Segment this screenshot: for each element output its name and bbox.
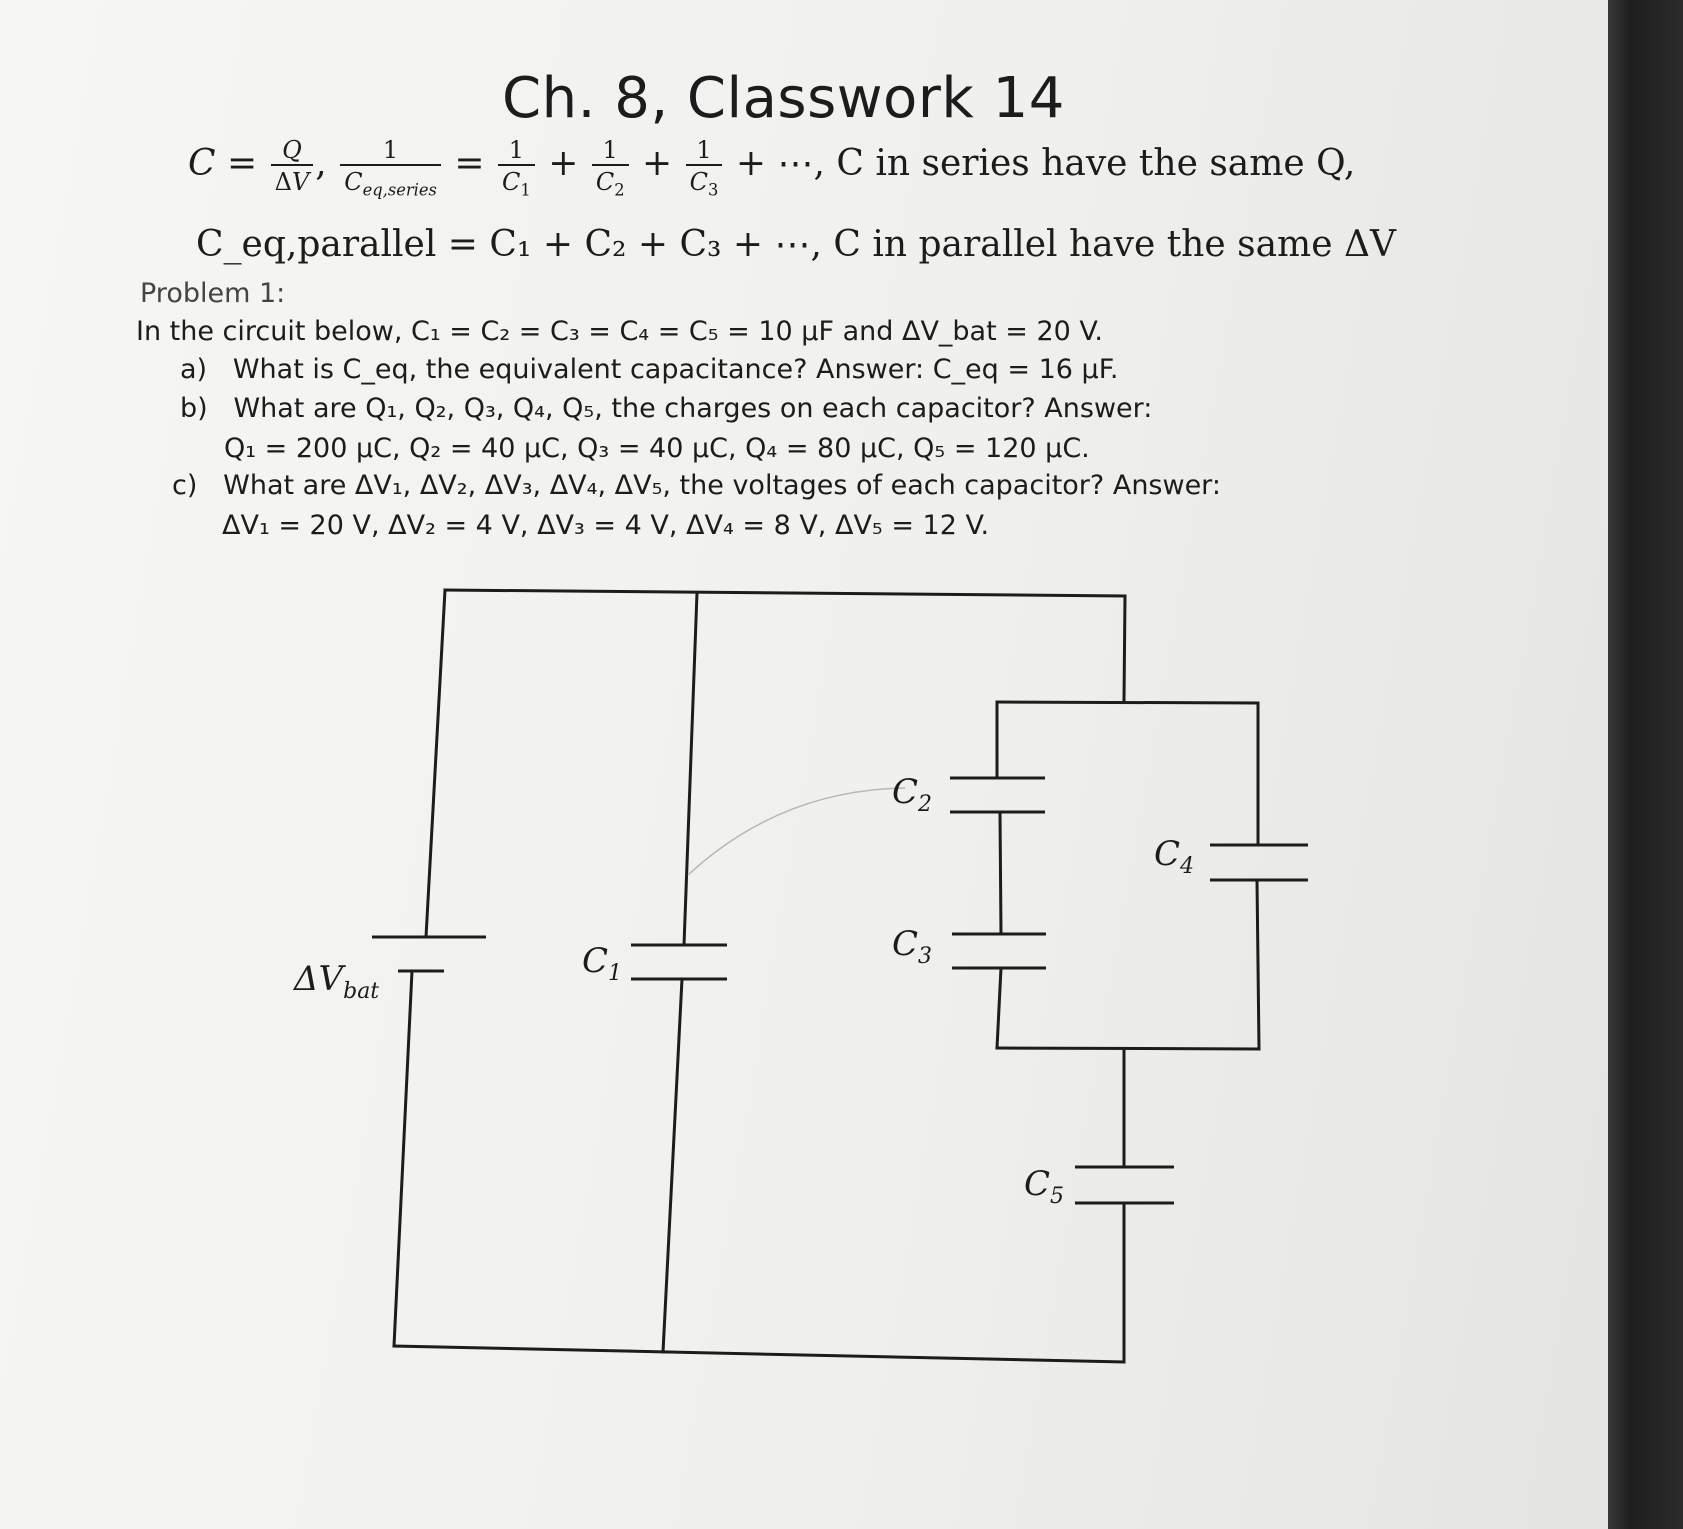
- label-c3: $C_3$: [892, 924, 933, 969]
- part-c-question: What are ΔV₁, ΔV₂, ΔV₃, ΔV₄, ΔV₅, the voltages of each capacitor?: [223, 470, 1105, 501]
- problem-statement: In the circuit below, C₁ = C₂ = C₃ = C₄ = C₅ = 10 μF and ΔV_bat = 20 V.: [136, 316, 1103, 347]
- formula-series: C = $\frac{Q}{\Delta V}$ , $\frac{1}{C_{eq,series}}$ = $\frac{1}{C_1}$ + $\frac{1}{C_2}$ + $\frac{1}{C_3}$ + ⋯, C in series have the same Q,: [188, 136, 1356, 200]
- capacitor-c2: [950, 778, 1045, 812]
- part-a-answer: C_eq = 16 μF.: [932, 354, 1119, 385]
- part-b-marker: b): [180, 393, 208, 424]
- circuit-wires: [394, 590, 1259, 1362]
- part-a-marker: a): [180, 354, 208, 385]
- formula-parallel: C_eq,parallel = C₁ + C₂ + C₃ + ⋯, C in parallel have the same ΔV: [196, 224, 1396, 265]
- part-c-answer-label: Answer:: [1112, 470, 1221, 501]
- label-c2: $C_2$: [892, 772, 933, 817]
- part-c-answer: ΔV₁ = 20 V, ΔV₂ = 4 V, ΔV₃ = 4 V, ΔV₄ = 8 V, ΔV₅ = 12 V.: [222, 510, 990, 541]
- part-b-question: What are Q₁, Q₂, Q₃, Q₄, Q₅, the charges on each capacitor?: [233, 393, 1036, 424]
- pencil-mark: [688, 788, 905, 875]
- capacitor-c4: [1210, 845, 1308, 880]
- label-c4: $C_4$: [1154, 834, 1195, 879]
- formula-series-tail: C in series have the same Q,: [836, 143, 1356, 184]
- part-b-answer-label: Answer:: [1044, 393, 1153, 424]
- label-c5: $C_5$: [1024, 1164, 1065, 1209]
- capacitor-c5: [1075, 1167, 1174, 1203]
- part-a-question: What is C_eq, the equivalent capacitance?: [232, 354, 808, 385]
- part-a-answer-label: Answer:: [816, 354, 925, 385]
- label-c1: $C_1$: [582, 941, 623, 986]
- part-c-marker: c): [172, 470, 198, 501]
- label-battery: $\Delta V_{bat}$: [294, 959, 380, 1004]
- battery-symbol: [372, 937, 486, 971]
- problem-heading: Problem 1:: [140, 278, 286, 309]
- page-title: Ch. 8, Classwork 14: [502, 66, 1065, 131]
- capacitor-c3: [952, 934, 1046, 968]
- part-b-answer: Q₁ = 200 μC, Q₂ = 40 μC, Q₃ = 40 μC, Q₄ = 80 μC, Q₅ = 120 μC.: [224, 433, 1090, 464]
- capacitor-c1: [631, 945, 727, 979]
